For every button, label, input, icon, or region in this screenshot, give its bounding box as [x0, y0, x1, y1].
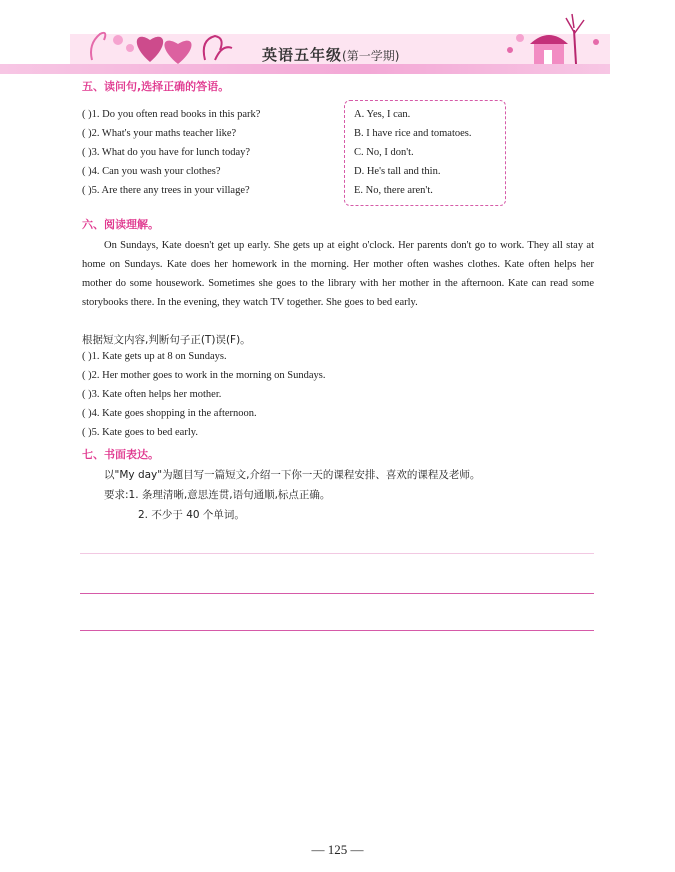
statement-item: ( )2. Her mother goes to work in the morning on Sundays. — [82, 370, 326, 381]
statement-item: ( )3. Kate often helps her mother. — [82, 389, 222, 400]
book-title: 英语五年级(第一学期) — [262, 46, 400, 64]
section6-title: 六、阅读理解。 — [82, 218, 159, 231]
answer-option: D. He's tall and thin. — [354, 166, 441, 177]
writing-line — [80, 630, 594, 631]
question-item: ( )1. Do you often read books in this park? — [82, 109, 261, 120]
question-item: ( )2. What's your maths teacher like? — [82, 128, 237, 139]
statement-item: ( )1. Kate gets up at 8 on Sundays. — [82, 351, 227, 362]
answer-option: B. I have rice and tomatoes. — [354, 128, 472, 139]
writing-line — [80, 593, 594, 594]
statement-item: ( )4. Kate goes shopping in the afternoon. — [82, 408, 257, 419]
writing-requirement-2: 2. 不少于 40 个单词。 — [138, 509, 245, 521]
answer-option: C. No, I don't. — [354, 147, 414, 158]
writing-prompt: 以"My day"为题目写一篇短文,介绍一下你一天的课程安排、喜欢的课程及老师。 — [104, 469, 481, 481]
question-item: ( )4. Can you wash your clothes? — [82, 166, 221, 177]
page-header — [0, 0, 675, 78]
answer-option: E. No, there aren't. — [354, 185, 433, 196]
section7-title: 七、书面表达。 — [82, 448, 159, 461]
page-number: — 125 — — [311, 842, 364, 857]
header-bar — [0, 64, 610, 74]
question-item: ( )3. What do you have for lunch today? — [82, 147, 251, 158]
true-false-instruction: 根据短文内容,判断句子正(T)误(F)。 — [82, 334, 251, 346]
section5-title: 五、读问句,选择正确的答语。 — [82, 80, 230, 93]
reading-passage: On Sundays, Kate doesn't get up early. She gets up at eight o'clock. Her parents don't go to work. They all stay at home on Sundays. Kate does her homework in the morning. Her mother often washes clothes. Kate often helps her mother do some housework. Sometimes she goes to the library with her mother in the afternoon. Kate can read some storybooks there. In the evening, they watch TV together. She goes to bed early. — [82, 240, 594, 308]
writing-requirement-1: 要求:1. 条理清晰,意思连贯,语句通顺,标点正确。 — [104, 489, 331, 501]
answer-option: A. Yes, I can. — [354, 109, 411, 120]
question-item: ( )5. Are there any trees in your village? — [82, 185, 250, 196]
writing-line — [80, 553, 594, 554]
statement-item: ( )5. Kate goes to bed early. — [82, 427, 198, 438]
